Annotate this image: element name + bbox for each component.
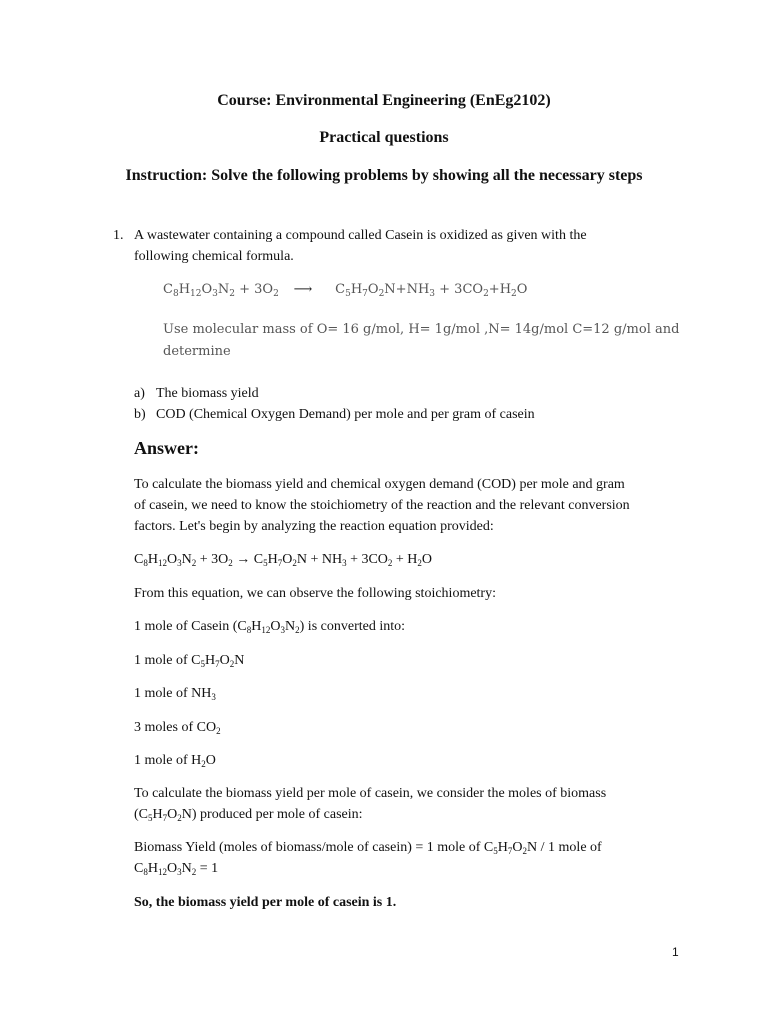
answer-para-line3: factors. Let's begin by analyzing the reaction equation provided: xyxy=(134,519,494,534)
co2-line: 3 moles of $CO_2$ xyxy=(134,720,221,736)
biomass-yield-line2: $C_8H_{12}O_3N_2 = 1$ xyxy=(134,861,219,877)
question-number: 1. xyxy=(113,228,124,243)
answer-para-line1: To calculate the biomass yield and chemical oxygen demand (COD) per mole and gram xyxy=(134,477,625,492)
biomass-line: 1 mole of $C_5H_7O_2N$ xyxy=(134,653,245,669)
answer-para-line2: of casein, we need to know the stoichiometry of the reaction and the relevant conversion xyxy=(134,498,630,513)
course-title: Course: Environmental Engineering (EnEg2102) xyxy=(217,92,551,109)
reaction-arrow-icon: ⟶ xyxy=(293,282,313,297)
image-text-line1: Use molecular mass of O= 16 g/mol, H= 1g/mol ,N= 14g/mol C=12 g/mol and xyxy=(163,322,680,337)
question-text-line1: A wastewater containing a compound called Casein is oxidized as given with the xyxy=(134,228,587,243)
part-b-text: COD (Chemical Oxygen Demand) per mole and per gram of casein xyxy=(156,407,535,422)
nh3-line: 1 mole of $NH_3$ xyxy=(134,686,216,702)
conclusion: So, the biomass yield per mole of casein is 1. xyxy=(134,895,397,910)
question-text-line2: following chemical formula. xyxy=(134,249,294,264)
stoich-intro: From this equation, we can observe the following stoichiometry: xyxy=(134,586,496,601)
image-text-line2: determine xyxy=(163,344,231,359)
page-number: 1 xyxy=(672,945,679,959)
yield-line2: $(C_5H_7O_2N)$ produced per mole of casein: xyxy=(134,807,363,823)
part-b-label: b) xyxy=(134,407,146,422)
image-equation: $C_8H_{12}O_3N_2 + 3O_2$ ⟶ $C_5H_7O_2N+NH_3 + 3CO_2+H_2O$ xyxy=(163,282,528,299)
yield-line1: To calculate the biomass yield per mole of casein, we consider the moles of biomass xyxy=(134,786,607,801)
biomass-yield-line1: Biomass Yield (moles of biomass/mole of casein) = 1 mole of $C_5H_7O_2N / 1$ mole of xyxy=(134,840,602,856)
part-a-label: a) xyxy=(134,386,145,401)
answer-heading: Answer: xyxy=(134,438,199,458)
document-subtitle: Practical questions xyxy=(319,129,449,146)
part-a-text: The biomass yield xyxy=(156,386,259,401)
instruction-text: Instruction: Solve the following problems by showing all the necessary steps xyxy=(125,167,643,184)
equation-image xyxy=(163,282,680,362)
h2o-line: 1 mole of $H_2O$ xyxy=(134,753,216,769)
casein-line: 1 mole of Casein $(C_8H_{12}O_3N_2)$ is converted into: xyxy=(134,619,406,635)
reaction-equation: $C_8H_{12}O_3N_2 + 3O_2 \to C_5H_7O_2N + NH_3 + 3CO_2 + H_2O$ xyxy=(134,552,433,568)
